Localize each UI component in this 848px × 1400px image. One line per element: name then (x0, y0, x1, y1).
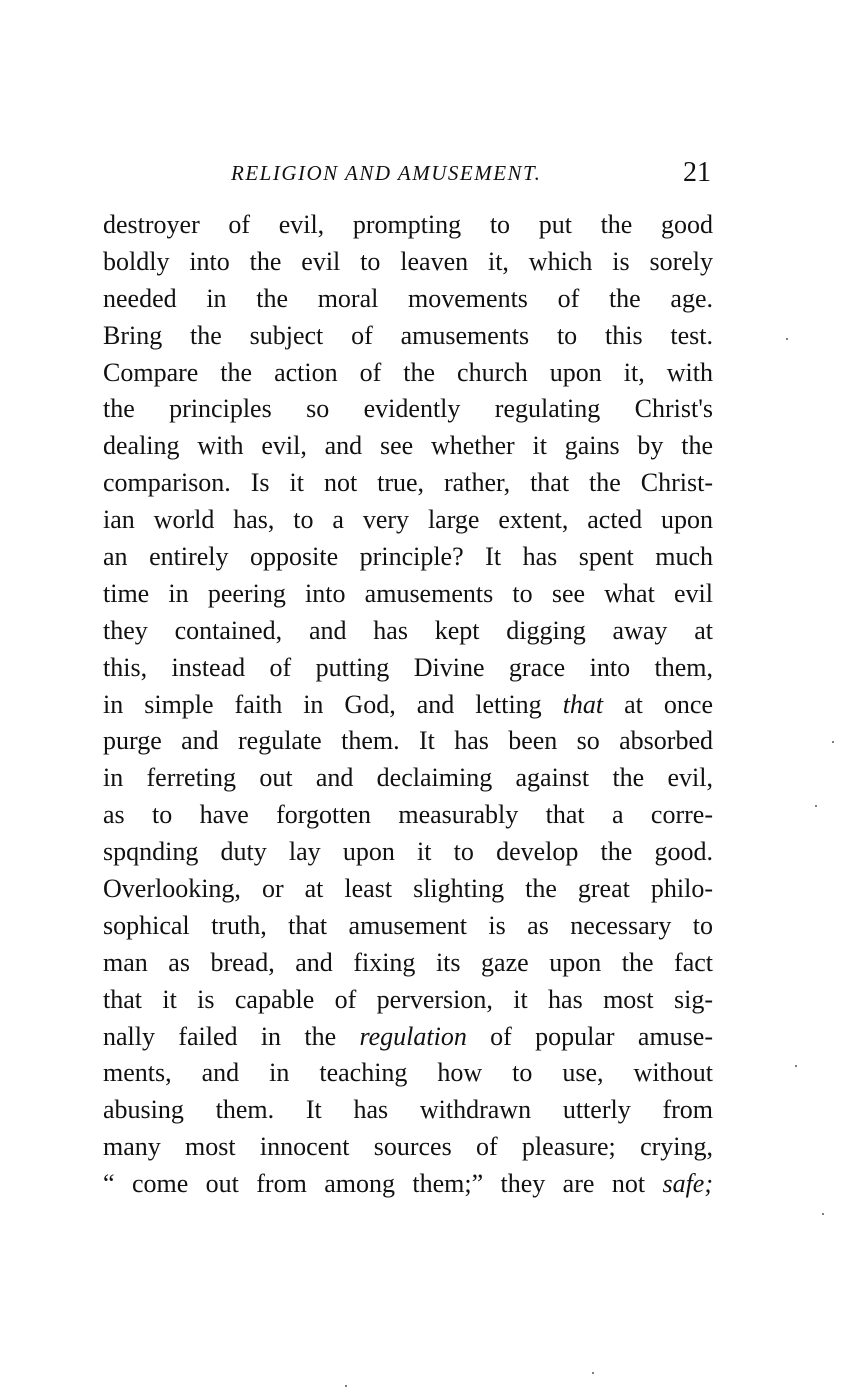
text-line: this, instead of putting Divine grace into them, (103, 652, 713, 682)
text-line: abusing them. It has withdrawn utterly from (103, 1095, 713, 1125)
text-line: needed in the moral movements of the age. (103, 283, 713, 313)
scan-speck (345, 1385, 347, 1387)
text-line: purge and regulate them. It has been so absorbed (103, 726, 713, 756)
text-line: boldly into the evil to leaven it, which is sorely (103, 246, 713, 276)
text-line: time in peering into amusements to see what evil (103, 578, 713, 608)
text-line: ments, and in teaching how to use, without (103, 1058, 713, 1088)
text-line: Overlooking, or at least slighting the great philo- (103, 874, 713, 904)
text-line: dealing with evil, and see whether it gains by the (103, 431, 713, 461)
text-line: many most innocent sources of pleasure; crying, (103, 1132, 713, 1162)
text-run: “ come out from among them;” they are not (103, 1169, 663, 1199)
scan-speck (592, 1372, 594, 1374)
text-line (103, 687, 713, 724)
scan-speck (832, 741, 834, 743)
text-line: ian world has, to a very large extent, acted upon (103, 505, 713, 535)
text-line: Compare the action of the church upon it, with (103, 357, 713, 387)
text-line: spqnding duty lay upon it to develop the good. (103, 837, 713, 867)
text-line: destroyer of evil, prompting to put the good (103, 210, 713, 239)
text-line: as to have forgotten measurably that a corre- (103, 800, 713, 830)
text-line: comparison. Is it not true, rather, that the Christ- (103, 468, 713, 498)
text-line: that it is capable of perversion, it has most sig- (103, 984, 713, 1014)
text-run: at once (603, 689, 713, 719)
scan-speck (815, 805, 817, 807)
scan-speck (795, 1065, 797, 1067)
running-head (103, 155, 713, 195)
body-text (103, 207, 713, 1203)
text-line: man as bread, and fixing its gaze upon the fact (103, 947, 713, 977)
text-line: sophical truth, that amusement is as necessary to (103, 910, 713, 940)
italic-emphasis: regulation (359, 1021, 467, 1051)
text-line: they contained, and has kept digging away at (103, 615, 713, 645)
page-number: 21 (683, 157, 711, 188)
text-run: in simple faith in God, and letting (103, 689, 563, 719)
text-line (103, 1019, 713, 1056)
text-line (103, 1166, 713, 1203)
text-run: nally failed in the (103, 1021, 360, 1051)
text-run: of popular amuse- (466, 1021, 713, 1051)
running-title: RELIGION AND AMUSEMENT. (231, 161, 542, 185)
text-line: the principles so evidently regulating Christ's (103, 394, 713, 424)
scan-speck (786, 338, 788, 340)
italic-emphasis: safe; (662, 1169, 713, 1199)
italic-emphasis: that (562, 689, 604, 719)
text-line: in ferreting out and declaiming against the evil, (103, 763, 713, 793)
text-line: Bring the subject of amusements to this test. (103, 320, 713, 350)
text-line: an entirely opposite principle? It has spent much (103, 542, 713, 572)
scan-speck (822, 1213, 824, 1215)
